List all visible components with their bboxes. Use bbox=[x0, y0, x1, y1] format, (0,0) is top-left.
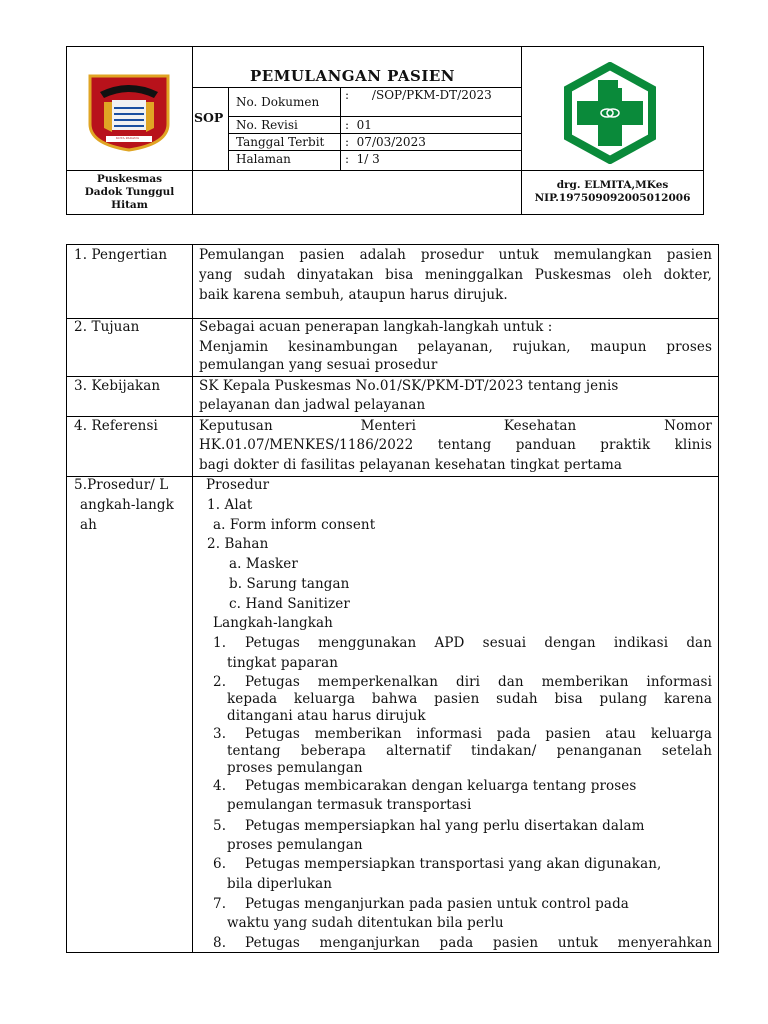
meta-value-no-revisi: : 01 bbox=[345, 118, 372, 132]
bahan-item: c. Hand Sanitizer bbox=[229, 596, 350, 612]
document-title: PEMULANGAN PASIEN bbox=[250, 67, 455, 85]
meta-value-no-dokumen: : /SOP/PKM-DT/2023 bbox=[345, 88, 492, 102]
step-line: Petugas memperkenalkan diri dan memberikan informasi bbox=[245, 674, 712, 690]
step-line: tingkat paparan bbox=[227, 655, 339, 671]
signer-name: drg. ELMITA,MKes bbox=[556, 179, 669, 191]
pengertian-line: Pemulangan pasien adalah prosedur untuk memulangkan pasien bbox=[199, 247, 712, 263]
step-line: proses pemulangan bbox=[227, 837, 363, 853]
row-label-kebijakan: 3. Kebijakan bbox=[74, 378, 161, 394]
row-label-prosedur: 5.Prosedur/ L bbox=[74, 477, 169, 493]
row-label-tujuan: 2. Tujuan bbox=[74, 319, 140, 335]
referensi-line: Keputusan Menteri Kesehatan Nomor bbox=[199, 418, 712, 434]
step-number: 2. bbox=[213, 674, 227, 690]
meta-label-halaman: Halaman bbox=[236, 152, 291, 166]
step-line: pemulangan termasuk transportasi bbox=[227, 797, 472, 813]
langkah-heading: Langkah-langkah bbox=[213, 615, 333, 631]
step-line: Petugas mempersiapkan transportasi yang akan digunakan, bbox=[245, 856, 662, 872]
meta-label-tanggal-terbit: Tanggal Terbit bbox=[236, 135, 325, 149]
kebijakan-line: SK Kepala Puskesmas No.01/SK/PKM-DT/2023 tentang jenis bbox=[199, 378, 619, 394]
step-line: ditangani atau harus dirujuk bbox=[227, 708, 426, 724]
step-number: 4. bbox=[213, 778, 227, 794]
pengertian-line: yang sudah dinyatakan bisa meninggalkan Puskesmas oleh dokter, bbox=[199, 267, 712, 283]
meta-label-no-revisi: No. Revisi bbox=[236, 118, 298, 132]
org-name-line2: Dadok Tunggul bbox=[84, 186, 175, 198]
step-number: 6. bbox=[213, 856, 227, 872]
step-number: 8. bbox=[213, 935, 227, 951]
signer-nip: NIP.197509092005012006 bbox=[534, 192, 691, 204]
tujuan-line: Menjamin kesinambungan pelayanan, rujukan, maupun proses bbox=[199, 339, 712, 355]
meta-value-halaman: : 1/ 3 bbox=[345, 152, 380, 166]
step-line: tentang beberapa alternatif tindakan/ penanganan setelah bbox=[227, 743, 712, 759]
step-number: 7. bbox=[213, 896, 227, 912]
step-number: 1. bbox=[213, 635, 227, 651]
alat-heading: 1. Alat bbox=[207, 497, 253, 513]
step-line: proses pemulangan bbox=[227, 760, 363, 776]
step-line: Petugas menganjurkan pada pasien untuk control pada bbox=[245, 896, 629, 912]
row-label-prosedur: angkah-langk bbox=[80, 497, 174, 513]
step-line: Petugas menganjurkan pada pasien untuk menyerahkan bbox=[245, 935, 712, 951]
org-name-line3: Hitam bbox=[111, 199, 148, 211]
row-label-referensi: 4. Referensi bbox=[74, 418, 158, 434]
alat-item: a. Form inform consent bbox=[213, 517, 376, 533]
emblem-caption: KOTA PADANG bbox=[116, 136, 140, 140]
row-label-pengertian: 1. Pengertian bbox=[74, 247, 168, 263]
city-emblem-logo bbox=[86, 72, 172, 152]
step-number: 3. bbox=[213, 726, 227, 742]
sop-label: SOP bbox=[194, 110, 224, 125]
pengertian-line: baik karena sembuh, ataupun harus dirujuk. bbox=[199, 287, 508, 303]
meta-label-no-dokumen: No. Dokumen bbox=[236, 95, 320, 109]
step-line: kepada keluarga bahwa pasien sudah bisa pulang karena bbox=[227, 691, 712, 707]
step-line: bila diperlukan bbox=[227, 876, 333, 892]
puskesmas-logo bbox=[560, 62, 660, 164]
tujuan-line: Sebagai acuan penerapan langkah-langkah untuk : bbox=[199, 319, 553, 335]
step-line: waktu yang sudah ditentukan bila perlu bbox=[227, 915, 504, 931]
referensi-line: bagi dokter di fasilitas pelayanan kesehatan tingkat pertama bbox=[199, 457, 623, 473]
meta-value-tanggal-terbit: : 07/03/2023 bbox=[345, 135, 426, 149]
row-label-prosedur: ah bbox=[80, 517, 97, 533]
step-line: Petugas membicarakan dengan keluarga tentang proses bbox=[245, 778, 637, 794]
step-number: 5. bbox=[213, 818, 227, 834]
org-name-line1: Puskesmas bbox=[96, 173, 163, 185]
step-line: Petugas menggunakan APD sesuai dengan indikasi dan bbox=[245, 635, 712, 651]
kebijakan-line: pelayanan dan jadwal pelayanan bbox=[199, 397, 426, 413]
tujuan-line: pemulangan yang sesuai prosedur bbox=[199, 357, 438, 373]
referensi-line: HK.01.07/MENKES/1186/2022 tentang panduan praktik klinis bbox=[199, 437, 712, 453]
prosedur-heading: Prosedur bbox=[206, 477, 270, 493]
bahan-item: b. Sarung tangan bbox=[229, 576, 350, 592]
bahan-heading: 2. Bahan bbox=[207, 536, 269, 552]
step-line: Petugas mempersiapkan hal yang perlu disertakan dalam bbox=[245, 818, 645, 834]
bahan-item: a. Masker bbox=[229, 556, 298, 572]
step-line: Petugas memberikan informasi pada pasien atau keluarga bbox=[245, 726, 712, 742]
